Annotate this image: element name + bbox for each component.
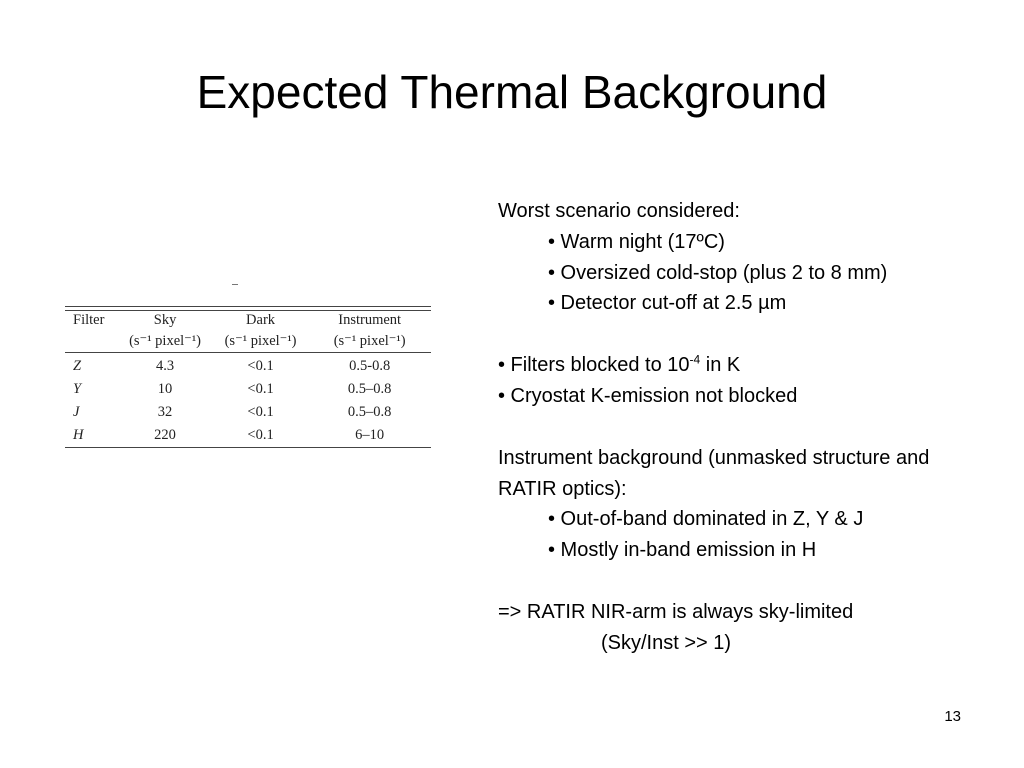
cell-sky: 4.3 (155, 358, 175, 374)
cell-dark: <0.1 (247, 358, 274, 374)
filters-bullet (498, 350, 968, 381)
units-instrument: (s⁻¹ pixel⁻¹) (308, 330, 431, 353)
background-rates-table (65, 290, 431, 448)
table-caption-mark (232, 284, 238, 285)
header-instrument: Instrument (338, 312, 402, 328)
cell-sky: 10 (157, 381, 173, 397)
table-header-row (65, 311, 431, 330)
slide-title: Expected Thermal Background (196, 66, 828, 118)
table-units-row (65, 330, 431, 353)
cell-filter: H (65, 424, 117, 448)
header-sky: Sky (153, 312, 177, 328)
notes-text (498, 196, 968, 659)
conclusion-detail: (Sky/Inst >> 1) (601, 631, 732, 654)
scenario-heading: Worst scenario considered: (498, 200, 740, 222)
cell-instrument: 0.5-0.8 (349, 358, 391, 374)
cell-filter: J (73, 404, 80, 420)
scenario-item: • Warm night (17ºC) (548, 230, 725, 253)
table-row (65, 424, 431, 448)
units-sky: (s⁻¹ pixel⁻¹) (117, 330, 213, 353)
instrument-item: • Out-of-band dominated in Z, Y & J (548, 508, 864, 531)
units-filter (65, 330, 117, 353)
cell-filter: Z (73, 358, 82, 374)
instrument-item: • Mostly in-band emission in H (548, 539, 817, 562)
filters-exponent: -4 (689, 352, 701, 367)
table-row (65, 353, 431, 379)
cell-instrument: 0.5–0.8 (347, 404, 392, 420)
cell-dark: <0.1 (247, 381, 274, 397)
page-number: 13 (944, 708, 961, 725)
cell-sky: 32 (157, 404, 173, 420)
header-dark: Dark (246, 312, 276, 328)
instrument-heading: Instrument background (unmasked structure and RATIR optics): (498, 446, 930, 500)
scenario-item: • Detector cut-off at 2.5 µm (548, 292, 787, 315)
cell-sky: 220 (117, 424, 213, 448)
table-row (65, 378, 431, 401)
header-filter: Filter (73, 312, 105, 328)
cell-instrument: 6–10 (308, 424, 431, 448)
table-row (65, 401, 431, 424)
cell-instrument: 0.5–0.8 (347, 381, 392, 397)
cell-dark: <0.1 (247, 404, 274, 420)
filters-text: • Filters blocked to 10 (498, 354, 690, 377)
units-dark: (s⁻¹ pixel⁻¹) (213, 330, 309, 353)
scenario-item: • Oversized cold-stop (plus 2 to 8 mm) (548, 261, 888, 284)
cell-filter: Y (73, 381, 82, 397)
conclusion: => RATIR NIR-arm is always sky-limited (498, 600, 854, 623)
cell-dark: <0.1 (213, 424, 309, 448)
filters-band: in K (700, 354, 741, 377)
cryostat-bullet: • Cryostat K-emission not blocked (498, 384, 798, 407)
rates-table (65, 311, 431, 448)
